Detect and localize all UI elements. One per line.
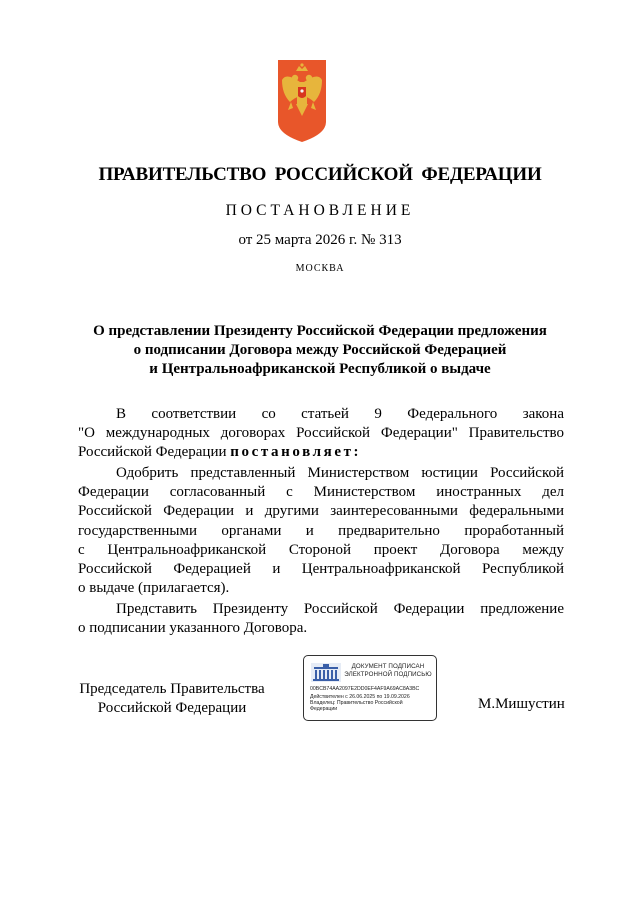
subject-line: и Центральноафриканской Республикой о выдаче — [149, 361, 491, 377]
document-date-number: от 25 марта 2026 г. № 313 — [238, 232, 402, 248]
document-city: МОСКВА — [295, 263, 345, 274]
text-line: Федерации согласованный с Министерством иностранных дел — [78, 484, 564, 501]
stamp-validity: Действителен с 26.06.2025 по 19.09.2026 — [310, 694, 410, 700]
text-line: Одобрить представленный Министерством юстиции Российской — [116, 465, 564, 481]
stamp-certificate: 00BCB74AA2097E2DD0EF4AF9A69AC8A3BC — [310, 686, 420, 692]
paragraph-approve — [78, 464, 564, 598]
text-line — [78, 443, 564, 462]
text-line: государственными органами и предварительно проработанный — [78, 522, 564, 539]
signer-position — [72, 680, 272, 718]
stamp-owner: Федерации — [310, 706, 338, 712]
stamp-title-line: ЭЛЕКТРОННОЙ ПОДПИСЬЮ — [344, 670, 432, 678]
text-line: Представить Президенту Российской Федерации предложение — [116, 601, 564, 617]
stamp-owner: Владелец: Правительство Российской — [310, 700, 403, 706]
subject-line: О представлении Президенту Российской Федерации предложения — [93, 323, 547, 339]
stamp-title-line: ДОКУМЕНТ ПОДПИСАН — [351, 663, 425, 670]
government-title: ПРАВИТЕЛЬСТВО РОССИЙСКОЙ ФЕДЕРАЦИИ — [98, 164, 542, 185]
coat-of-arms-emblem — [276, 58, 328, 144]
resolves-keyword: постановляет: — [230, 444, 362, 461]
government-building-icon — [310, 661, 342, 683]
subject-line: о подписании Договора между Российской Федерацией — [133, 342, 507, 358]
document-subject — [60, 322, 580, 379]
signer-name: М.Мишустин — [478, 696, 565, 712]
signer-position-line: Российской Федерации — [97, 700, 247, 716]
text-line: с Центральноафриканской Стороной проект Договора между — [78, 541, 564, 558]
text-line: о выдаче (прилагается). — [78, 580, 230, 597]
document-type: ПОСТАНОВЛЕНИЕ — [225, 202, 415, 219]
text-line: В соответствии со статьей 9 Федерального закона — [116, 406, 564, 422]
paragraph-submit — [78, 600, 564, 638]
text-line: Российской Федерации и другими заинтересованными федеральными — [78, 503, 564, 520]
stamp-title — [342, 663, 434, 678]
text-line: о подписании указанного Договора. — [78, 620, 308, 637]
text-line: "О международных договорах Российской Федерации" Правительство — [78, 425, 564, 442]
electronic-signature-stamp — [303, 655, 437, 721]
paragraph-basis — [78, 405, 564, 463]
signer-position-line: Председатель Правительства — [79, 681, 265, 697]
text-segment: Российской Федерации — [78, 444, 231, 461]
text-line: Российской Федерацией и Центральноафриканской Республикой — [78, 561, 564, 578]
